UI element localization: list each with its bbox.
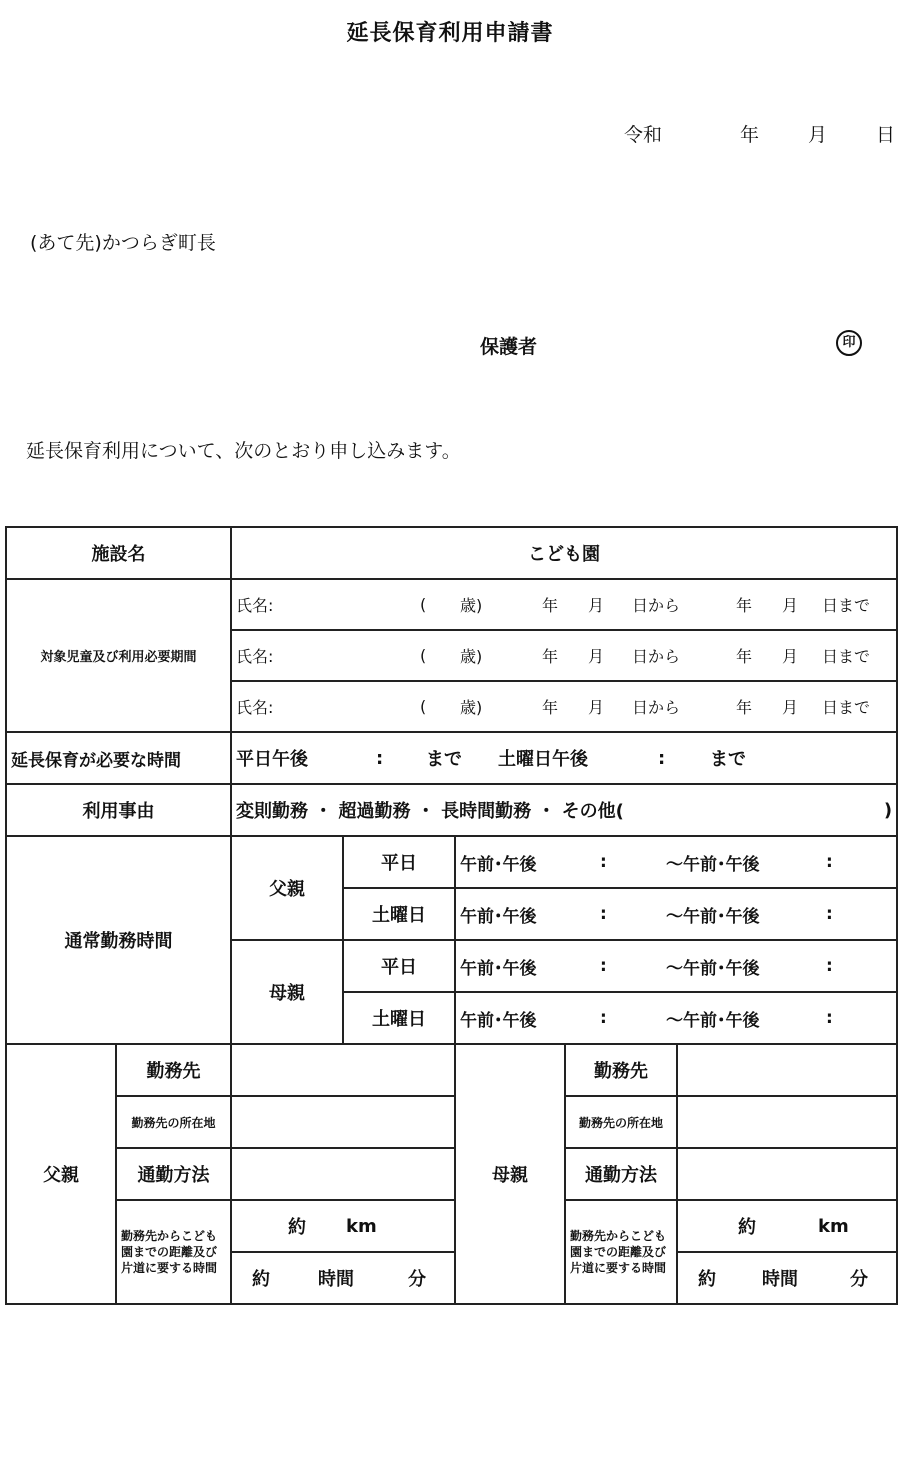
- father-workplace-address-field[interactable]: [231, 1096, 455, 1148]
- work-hours-mother-label: 母親: [231, 940, 343, 1044]
- father-commute-label: 通勤方法: [116, 1148, 231, 1200]
- weekday-label: 平日: [343, 940, 455, 992]
- facility-label: 施設名: [6, 527, 231, 579]
- father-distance-field[interactable]: 約 km: [231, 1200, 455, 1252]
- seal-mark: 印: [836, 330, 862, 356]
- father-section-label: 父親: [6, 1044, 116, 1304]
- saturday-label: 土曜日: [343, 992, 455, 1044]
- extended-hours-label: 延長保育が必要な時間: [6, 732, 231, 784]
- application-form-table: [5, 526, 898, 1305]
- weekday-label: 平日: [343, 836, 455, 888]
- work-hours-field[interactable]: 午前･午後 : ～午前･午後 :: [455, 992, 897, 1044]
- work-hours-field[interactable]: 午前･午後 : ～午前･午後 :: [455, 940, 897, 992]
- mother-workplace-address-field[interactable]: [677, 1096, 897, 1148]
- mother-distance-label: 勤務先からこども園までの距離及び片道に要する時間: [565, 1200, 677, 1304]
- date-month: 月: [808, 124, 828, 146]
- date-year: 年: [740, 124, 760, 146]
- reason-value[interactable]: 変則勤務 ・ 超過勤務 ・ 長時間勤務 ・ その他( ): [231, 784, 897, 836]
- saturday-label: 土曜日: [343, 888, 455, 940]
- father-workplace-field[interactable]: [231, 1044, 455, 1096]
- mother-distance-field[interactable]: 約 km: [677, 1200, 897, 1252]
- reason-label: 利用事由: [6, 784, 231, 836]
- mother-commute-label: 通勤方法: [565, 1148, 677, 1200]
- document-title: 延長保育利用申請書: [346, 21, 554, 46]
- father-commute-field[interactable]: [231, 1148, 455, 1200]
- addressee: (あて先)かつらぎ町長: [30, 232, 216, 254]
- guardian-label: 保護者: [480, 336, 538, 358]
- work-hours-field[interactable]: 午前･午後 : ～午前･午後 :: [455, 888, 897, 940]
- children-label: 対象児童及び利用必要期間: [6, 579, 231, 732]
- work-hours-field[interactable]: 午前･午後 : ～午前･午後 :: [455, 836, 897, 888]
- mother-section-label: 母親: [455, 1044, 565, 1304]
- mother-workplace-address-label: 勤務先の所在地: [565, 1096, 677, 1148]
- child-row[interactable]: 氏名: ( 歳) 年 月 日から 年 月 日まで: [231, 681, 897, 732]
- father-workplace-label: 勤務先: [116, 1044, 231, 1096]
- date-era: 令和: [624, 124, 663, 146]
- father-distance-label: 勤務先からこども園までの距離及び片道に要する時間: [116, 1200, 231, 1304]
- intro-text: 延長保育利用について、次のとおり申し込みます。: [26, 440, 461, 462]
- mother-commute-field[interactable]: [677, 1148, 897, 1200]
- work-hours-label: 通常勤務時間: [6, 836, 231, 1044]
- extended-hours-value[interactable]: 平日午後 : まで 土曜日午後 : まで: [231, 732, 897, 784]
- father-time-field[interactable]: 約 時間 分: [231, 1252, 455, 1304]
- date-day: 日: [876, 124, 896, 146]
- child-row[interactable]: 氏名: ( 歳) 年 月 日から 年 月 日まで: [231, 579, 897, 630]
- facility-value[interactable]: こども園: [231, 527, 897, 579]
- mother-workplace-field[interactable]: [677, 1044, 897, 1096]
- mother-workplace-label: 勤務先: [565, 1044, 677, 1096]
- mother-time-field[interactable]: 約 時間 分: [677, 1252, 897, 1304]
- work-hours-father-label: 父親: [231, 836, 343, 940]
- father-workplace-address-label: 勤務先の所在地: [116, 1096, 231, 1148]
- child-row[interactable]: 氏名: ( 歳) 年 月 日から 年 月 日まで: [231, 630, 897, 681]
